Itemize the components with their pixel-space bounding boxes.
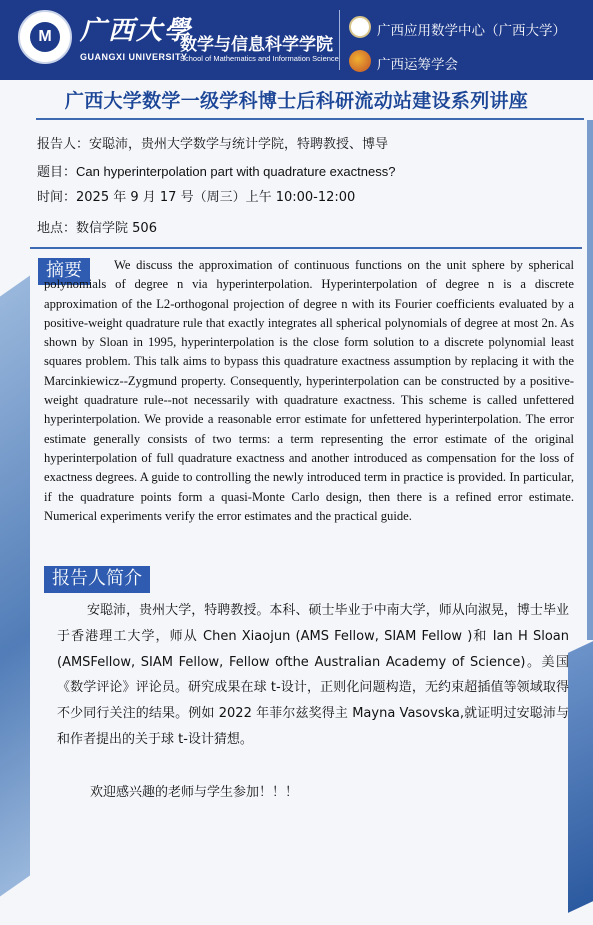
university-logo-icon (18, 10, 72, 64)
or-society-badge-icon (349, 50, 371, 72)
place-line (37, 217, 157, 236)
abstract-heading: 摘要 (38, 258, 90, 285)
speaker-line (37, 133, 388, 152)
math-center-badge-icon (349, 16, 371, 38)
school-name-en: School of Mathematics and Information Science (180, 54, 339, 63)
school-name-cn: 数学与信息科学学院 (180, 35, 333, 55)
logo-mark: M (30, 22, 60, 52)
time-line (37, 186, 355, 205)
page-title: 广西大学数学一级学科博士后科研流动站建设系列讲座 (64, 90, 529, 112)
speaker-value: 安聪沛，贵州大学数学与统计学院，特聘教授、博导 (89, 137, 389, 152)
time-value: 2025 年 9 月 17 号（周三）上午 10:00-12:00 (76, 190, 356, 205)
bio-text: 安聪沛，贵州大学，特聘教授。本科、硕士毕业于中南大学，师从向淑晃，博士毕业于香港理工大学，师从 Chen Xiaojun (AMS Fellow, SIAM Fellow )和 Ian H Sloan (AMSFellow, SIAM Fellow, Fellow ofthe Australian Academy of Science)。美国《数学评论》评论员。研究成果在球 t-设计，正则化问题构造，无约束超插值等领域取得不少同行关注的结果。例如 2022 年菲尔兹奖得主 Mayna Vasovska,就证明过安聪沛与和作者提出的关于球 t-设计猜想。 (57, 603, 569, 747)
place-label: 地点： (37, 221, 77, 236)
header-divider (339, 10, 340, 70)
section-divider (30, 247, 582, 249)
org-or-society: 广西运筹学会 (377, 57, 458, 73)
org-math-center: 广西应用数学中心（广西大学） (377, 23, 566, 39)
abstract-text: We discuss the approximation of continuous functions on the unit sphere by spherical polynomials of degree n via hyperinterpolation. Hyperinterpolation of degree n is a discrete approximation of the L2-orthogonal projection of degree n with its Fourier coefficients evaluated by a positive-weight quadrature rule that exactly integrates all spherical polynomials of degree at most 2n. As shown by Sloan in 1995, hyperinterpolation is the close form solution to a discrete polynomial least squares problem. This talk aims to bypass this quadrature exactness assumption by replacing it with the Marcinkiewicz--Zygmund property. Consequently, hyperinterpolation can be constructed by a positive-weight quadrature rule--not necessarily with quadrature exactness. This scheme is called unfettered hyperinterpolation. We provide a reasonable error estimate for unfettered hyperinterpolation. The error estimate generally consists of two terms: a term representing the error estimate of the original hyperinterpolation of full quadrature exactness and another introduced as compensation for the loss of exactness degrees. A guide to controlling the newly introduced term in practice is provided. In particular, if the quadrature points form a quasi-Monte Carlo design, then there is a refined error estimate. Numerical experiments verify the error estimates and the practical guide. (44, 258, 574, 523)
speaker-label: 报告人： (37, 137, 90, 152)
left-decoration-stripe (0, 275, 30, 924)
place-value: 数信学院 506 (76, 221, 157, 236)
university-name-en: GUANGXI UNIVERSITY (80, 52, 188, 62)
right-border-stripe (587, 120, 593, 640)
topic-label: 题目： (37, 165, 77, 180)
topic-value: Can hyperinterpolation part with quadrature exactness? (76, 164, 396, 179)
right-decoration-stripe (568, 627, 593, 913)
title-divider (36, 118, 584, 120)
header-banner (0, 0, 593, 80)
university-name-cn: 广西大學 (80, 16, 193, 46)
closing-invitation: 欢迎感兴趣的老师与学生参加！！！ (90, 785, 299, 800)
time-label: 时间： (37, 190, 77, 205)
topic-line (37, 161, 395, 180)
bio-heading: 报告人简介 (44, 566, 150, 593)
